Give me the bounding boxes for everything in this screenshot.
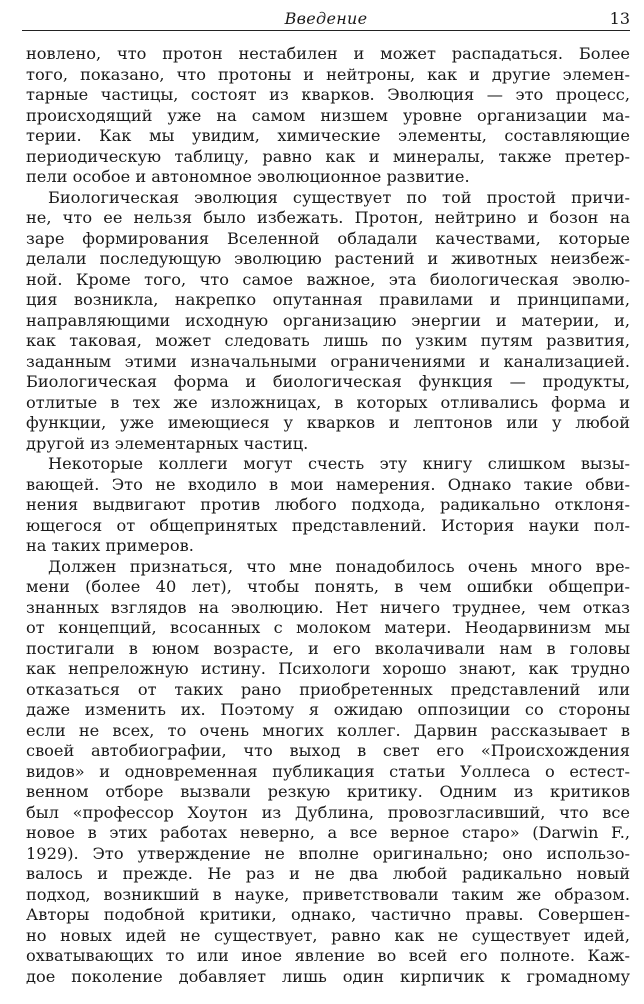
text-line: вающей. Это не входило в мои намерения. Однако такие обви- bbox=[26, 474, 630, 494]
text-line: дое поколение добавляет лишь один кирпичик к громадному bbox=[26, 966, 630, 986]
text-line: если не всех, то очень многих коллег. Дарвин рассказывает в bbox=[26, 720, 630, 740]
page-number: 13 bbox=[609, 9, 630, 28]
paragraph bbox=[26, 557, 630, 988]
text-line: другой из элементарных частиц. bbox=[26, 433, 309, 453]
paragraph bbox=[26, 44, 630, 188]
text-line: как таковая, может следовать лишь по узким путям развития, bbox=[26, 331, 630, 350]
text-line: отказаться от таких рано приобретенных представлений или bbox=[26, 679, 630, 699]
text-line: происходящий уже на самом низшем уровне организации ма- bbox=[26, 105, 630, 125]
text-line: ной. Кроме того, что самое важное, эта биологическая эволю- bbox=[26, 269, 630, 289]
text-line: видов» и одновременная публикация статьи Уоллеса о естест- bbox=[26, 761, 630, 781]
text-line: ющегося от общепринятых представлений. История науки пол- bbox=[26, 515, 630, 535]
text-line: 1929). Это утверждение не вполне оригинально; оно использо- bbox=[26, 843, 630, 863]
text-line: валось и прежде. Не раз и не два любой радикально новый bbox=[26, 864, 630, 883]
text-line: охватывающих то или иное явление во всей его полноте. Каж- bbox=[26, 946, 630, 965]
running-header bbox=[22, 6, 630, 32]
text-line: ция возникла, накрепко опутанная правилами и принципами, bbox=[26, 290, 630, 309]
text-line: даже изменить их. Поэтому я ожидаю оппозиции со стороны bbox=[26, 700, 630, 719]
text-line: заданным этими изначальными ограничениями и канализацией. bbox=[26, 351, 630, 371]
text-line: Должен признаться, что мне понадобилось очень много вре- bbox=[48, 556, 630, 576]
text-line: отлитые в тех же изложницах, в которых отливались форма и bbox=[26, 392, 630, 412]
text-line: того, показано, что протоны и нейтроны, как и другие элемен- bbox=[26, 64, 630, 84]
text-line: не, что ее нельзя было избежать. Протон, нейтрино и бозон на bbox=[26, 208, 630, 227]
text-line: нения выдвигают против любого подхода, радикально отклоня- bbox=[26, 495, 630, 514]
text-line: как непреложную истину. Психологи хорошо знают, как трудно bbox=[26, 659, 630, 678]
text-line: Некоторые коллеги могут счесть эту книгу слишком вызы- bbox=[48, 454, 630, 473]
text-line: своей автобиографии, что выход в свет его «Происхождения bbox=[26, 741, 630, 760]
text-line: мени (более 40 лет), чтобы понять, в чем ошибки общепри- bbox=[26, 577, 630, 596]
text-line: заре формирования Вселенной обладали качествами, которые bbox=[26, 228, 630, 248]
paragraph bbox=[26, 188, 630, 455]
chapter-title: Введение bbox=[284, 9, 368, 28]
text-line: подход, возникший в науке, приветствовали таким же образом. bbox=[26, 884, 630, 904]
header-rule bbox=[22, 30, 630, 31]
text-line: на таких примеров. bbox=[26, 536, 194, 555]
text-line: терии. Как мы увидим, химические элементы, составляющие bbox=[26, 126, 630, 145]
text-line: был «профессор Хоутон из Дублина, провозгласивший, что все bbox=[26, 802, 630, 822]
text-line: Авторы подобной критики, однако, частично правы. Совершен- bbox=[26, 905, 630, 924]
text-line: направляющими исходную организацию энергии и материи, и, bbox=[26, 310, 630, 330]
text-line: новлено, что протон нестабилен и может распадаться. Более bbox=[26, 44, 630, 63]
text-line: периодическую таблицу, равно как и минералы, также претер- bbox=[26, 146, 630, 166]
text-line: знанных взглядов на эволюцию. Нет ничего труднее, чем отказ bbox=[26, 597, 630, 617]
text-line: пели особое и автономное эволюционное развитие. bbox=[26, 167, 470, 186]
text-line: Биологическая форма и биологическая функция — продукты, bbox=[26, 372, 630, 391]
text-line: постигали в юном возрасте, и его вколачивали нам в головы bbox=[26, 638, 630, 658]
text-line: Биологическая эволюция существует по той простой причи- bbox=[48, 187, 630, 207]
paragraph bbox=[26, 454, 630, 557]
text-line: от концепций, всосанных с молоком матери. Неодарвинизм мы bbox=[26, 618, 630, 637]
text-line: функции, уже имеющиеся у кварков и лептонов или у любой bbox=[26, 413, 630, 432]
text-line: но новых идей не существует, равно как не существует идей, bbox=[26, 925, 630, 945]
body-text bbox=[26, 44, 630, 987]
text-line: новое в этих работах неверно, а все верное старо» (Darwin F., bbox=[26, 823, 630, 842]
text-line: венном отборе вызвали резкую критику. Одним из критиков bbox=[26, 782, 630, 801]
text-line: делали последующую эволюцию растений и животных неизбеж- bbox=[26, 249, 630, 268]
text-line: тарные частицы, состоят из кварков. Эволюция — это процесс, bbox=[26, 85, 630, 104]
